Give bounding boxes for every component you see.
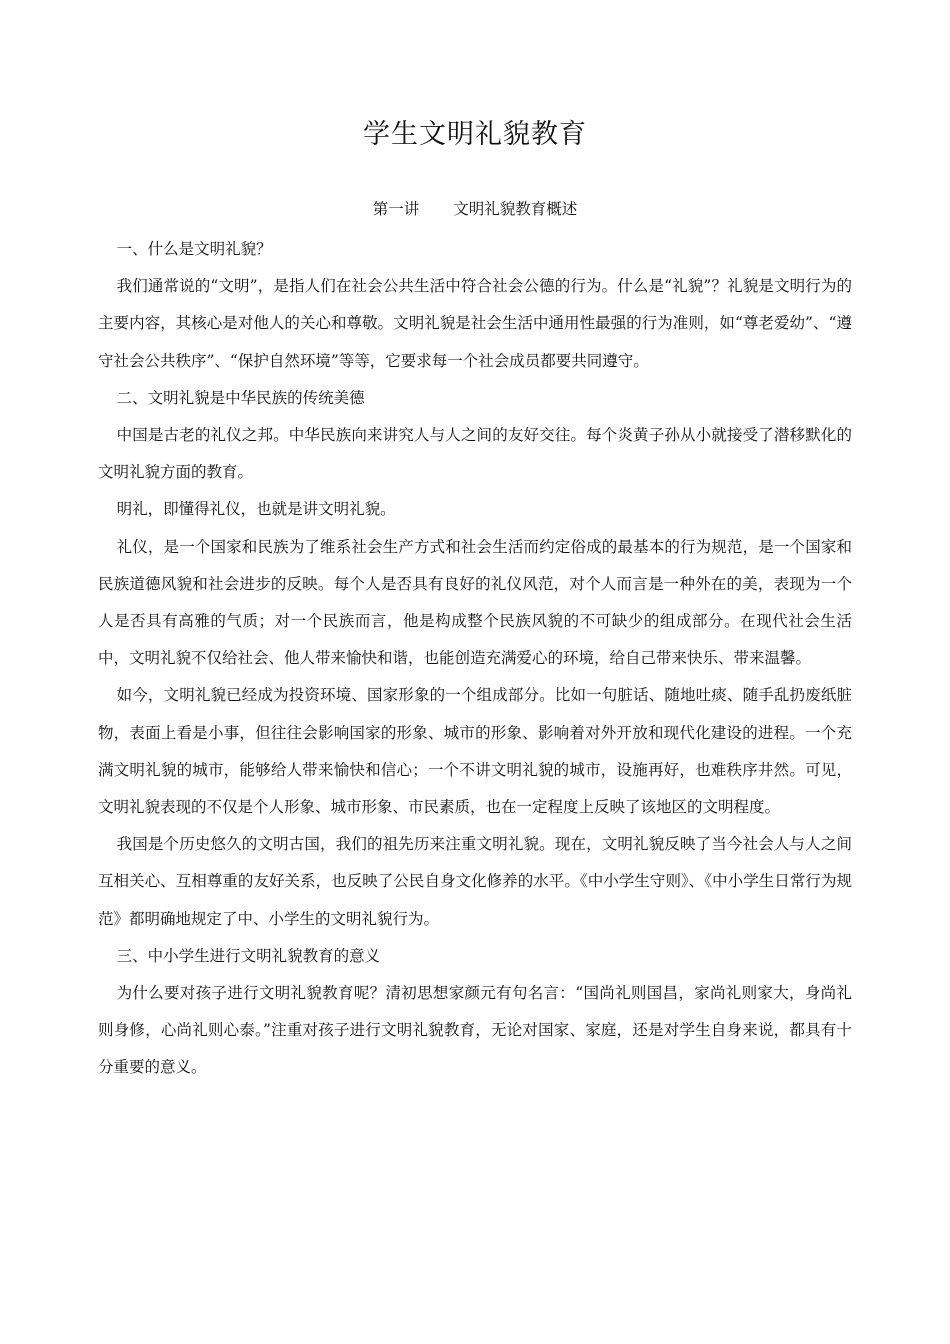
section-heading: 三、中小学生进行文明礼貌教育的意义 xyxy=(116,946,381,965)
paragraph: 如今，文明礼貌已经成为投资环境、国家形象的一个组成部分。比如一句脏话、随地吐痰、随手乱扔废纸脏物，表面上看是小事，但往往会影响国家的形象、城市的形象、影响着对外开放和现代化建设的进程。一个充满文明礼貌的城市，能够给人带来愉快和信心；一个不讲文明礼貌的城市，设施再好，也难秩序井然。可见，文明礼貌表现的不仅是个人形象、城市形象、市民素质，也在一定程度上反映了该地区的文明程度。 xyxy=(98,686,852,817)
paragraph: 礼仪，是一个国家和民族为了维系社会生产方式和社会生活而约定俗成的最基本的行为规范，是一个国家和民族道德风貌和社会进步的反映。每个人是否具有良好的礼仪风范，对个人而言是一种外在的美，表现为一个人是否具有高雅的气质；对一个民族而言，他是构成整个民族风貌的不可缺少的组成部分。在现代社会生活中，文明礼貌不仅给社会、他人带来愉快和谐，也能创造充满爱心的环境，给自己带来快乐、带来温馨。 xyxy=(98,537,852,668)
document-body xyxy=(98,231,852,1087)
lecture-name: 文明礼貌教育概述 xyxy=(453,200,578,218)
lecture-heading xyxy=(0,197,950,219)
lecture-number: 第一讲 xyxy=(372,200,420,218)
paragraph: 我们通常说的“文明”，是指人们在社会公共生活中符合社会公德的行为。什么是“礼貌”？礼貌是文明行为的主要内容，其核心是对他人的关心和尊敬。文明礼貌是社会生活中通用性最强的行为准则，如“尊老爱幼”、“遵守社会公共秩序”、“保护自然环境”等等，它要求每一个社会成员都要共同遵守。 xyxy=(98,277,852,370)
paragraph: 中国是古老的礼仪之邦。中华民族向来讲究人与人之间的友好交往。每个炎黄子孙从小就接受了潜移默化的文明礼貌方面的教育。 xyxy=(98,426,852,482)
paragraph: 明礼，即懂得礼仪，也就是讲文明礼貌。 xyxy=(116,500,396,519)
paragraph: 我国是个历史悠久的文明古国，我们的祖先历来注重文明礼貌。现在，文明礼貌反映了当今社会人与人之间互相关心、互相尊重的友好关系，也反映了公民自身文化修养的水平。《中小学生守则》、《中小学生日常行为规范》都明确地规定了中、小学生的文明礼貌行为。 xyxy=(98,835,852,928)
section-heading: 二、文明礼貌是中华民族的传统美德 xyxy=(116,388,365,407)
document-title: 学生文明礼貌教育 xyxy=(363,119,587,150)
section-heading: 一、什么是文明礼貌？ xyxy=(116,240,272,258)
paragraph: 为什么要对孩子进行文明礼貌教育呢？清初思想家颜元有句名言：“国尚礼则国昌，家尚礼则家大，身尚礼则身修，心尚礼则心泰。”注重对孩子进行文明礼貌教育，无论对国家、家庭，还是对学生自身来说，都具有十分重要的意义。 xyxy=(98,984,852,1077)
